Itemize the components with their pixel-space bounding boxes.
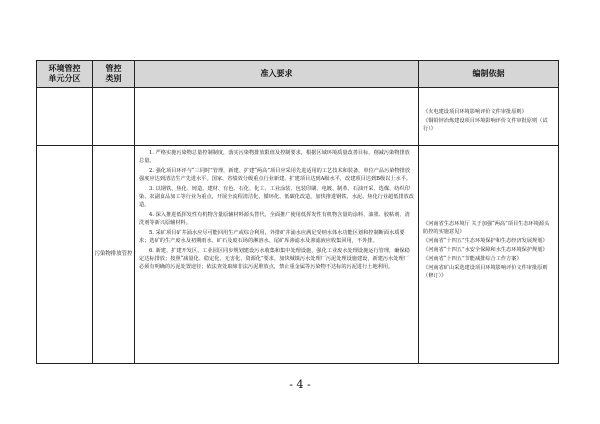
requirements-cell — [135, 146, 419, 364]
permit-requirements-table — [36, 60, 559, 364]
category-cell — [93, 88, 135, 146]
table-row — [37, 146, 559, 364]
category-label: 污染物排放管控 — [94, 251, 133, 257]
basis-item: 《火电建设项目环境影响评价文件审批原则》 — [423, 109, 527, 115]
header-category: 管控 类别 — [93, 61, 135, 88]
basis-item: 《河南省“十四五”节能减排综合工作方案》 — [423, 256, 522, 262]
requirement-item: 2. 强化项目环评与“三同时”管理，新建、扩建“两高”项目应采用先进适用的工艺技术和装备，单位产品污染物排放强度应达到清洁生产先进水平。国家、省绩效分级重点行业新建、扩建项目达到A级水平，改建项目达到B级以上水平。 — [139, 168, 412, 182]
basis-item: 《河南省矿山采选建设项目环境影响评价文件审批原则（修订）》 — [423, 265, 548, 279]
header-zone: 环境管控 单元分区 — [37, 61, 93, 88]
header-basis: 编制依据 — [419, 61, 559, 88]
zone-cell — [37, 88, 93, 146]
zone-cell — [37, 146, 93, 364]
category-cell — [93, 146, 135, 364]
basis-item: 《河南省“十四五”水安全保障和水生态环境保护规划》 — [423, 247, 548, 253]
header-requirements: 准入要求 — [135, 61, 419, 88]
requirement-item: 1. 严格实施污染物总量控制制度，落实污染物排放限值及控制要求，根据区域环境质量改善目标，削减污染物排放总量。 — [139, 150, 410, 164]
basis-cell — [419, 146, 559, 364]
basis-item: 《河南省“十四五”生态环境保护和生态经济发展规划》 — [423, 238, 548, 244]
page-number: - 4 - — [289, 378, 311, 391]
requirement-item: 4. 深入推进低挥发性有机物含量原辅材料源头替代，全面推广使用低挥发性有机物含量的涂料、油墨、胶粘剂、清洗剂等新兴原辅材料。 — [139, 212, 410, 226]
requirement-item: 6. 新建、扩建开发区、工业园区同步规划建设污水收集和集中处理设施，强化工业废水处理设施运行管理，确保稳定达标排放；按照“减量化、稳定化、无害化、资源化”要求，加快城镇污水处理厂污泥处理设施建设，新建污水处理厂必须有明确的污泥处置途径；依法查处取缔非法污泥堆放点，禁止重金属等污染物不达标的污泥进行土地利用。 — [139, 248, 410, 270]
requirement-item: 3. 以钢铁、焦化、铸造、建材、有色、石化、化工、工业涂装、包装印刷、电镀、制革、石油开采、选煤、纺织印染、农副食品加工等行业为重点，开展全流程清洁化、循环化、低碳化改造，加快推进钢铁、水泥、焦化行业超低排放改造。 — [139, 186, 414, 208]
basis-item: 《铜铅锌冶炼建设项目环境影响评价文件审批原则（试行）》 — [423, 118, 548, 132]
basis-cell — [419, 88, 559, 146]
table-header-row — [37, 61, 559, 88]
basis-item: 《河南省生态环境厅 关于加强“两高”项目生态环境源头防控的实施意见》 — [423, 221, 550, 235]
table-row — [37, 88, 559, 146]
requirements-cell — [135, 88, 419, 146]
requirement-item: 5. 采矿项目矿井涌水应尽可能回用生产或综合利用，外排矿井涌水应满足受纳水体水功能区划和控制断面水质要求；选矿的生产废水及初期雨水、矿石及废石场的淋溶水、尾矿库渗滤水及渗滤液应收集回用，不外排。 — [139, 230, 405, 244]
